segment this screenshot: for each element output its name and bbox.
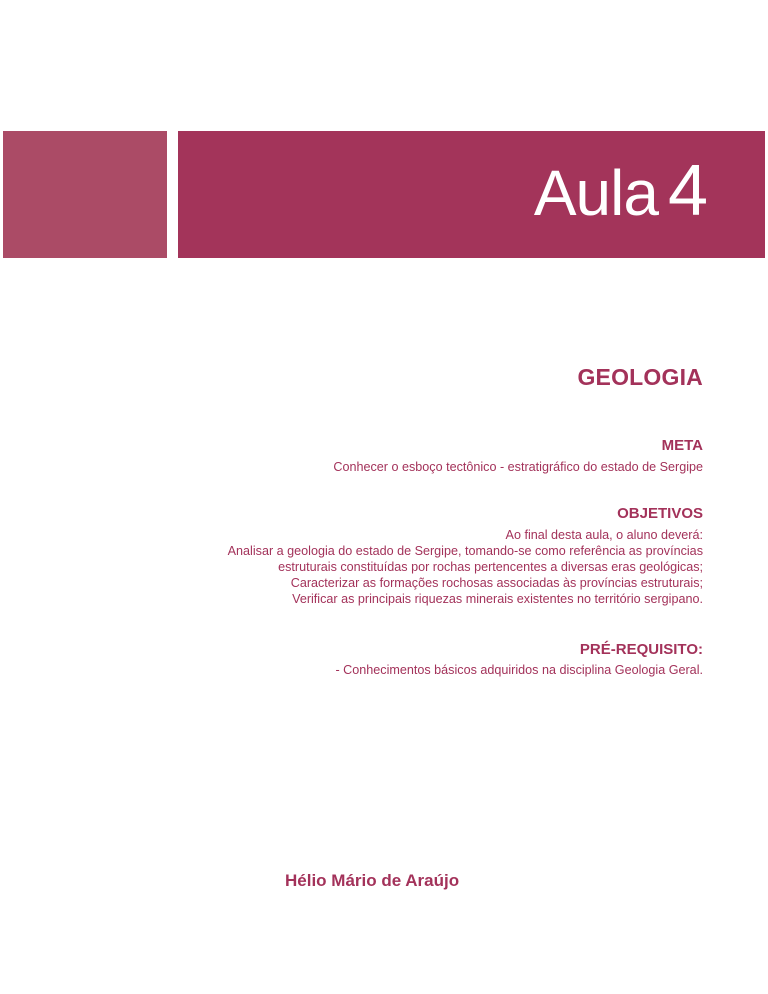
prerequisito-heading: PRÉ-REQUISITO: <box>579 641 703 658</box>
subject-title: GEOLOGIA <box>577 364 703 390</box>
objetivos-text <box>228 527 703 607</box>
lesson-title <box>533 151 707 231</box>
prerequisito-text <box>335 662 703 678</box>
lesson-number: 4 <box>667 151 707 231</box>
meta-heading: META <box>661 437 703 454</box>
objetivos-line: estruturais constituídas por rochas pertencentes a diversas eras geológicas; <box>278 560 703 574</box>
objetivos-line: Verificar as principais riquezas minerais existentes no território sergipano. <box>292 592 703 606</box>
objetivos-line: Caracterizar as formações rochosas associadas às províncias estruturais; <box>290 576 703 590</box>
lesson-word: Aula <box>533 157 658 229</box>
objetivos-heading: OBJETIVOS <box>617 505 703 522</box>
prerequisito-line: - Conhecimentos básicos adquiridos na disciplina Geologia Geral. <box>335 663 703 677</box>
lesson-banner <box>178 131 765 258</box>
decorative-block <box>3 131 167 258</box>
author-name: Hélio Mário de Araújo <box>285 871 460 890</box>
objetivos-line: Analisar a geologia do estado de Sergipe, tomando-se como referência as províncias <box>227 544 703 558</box>
meta-text <box>333 459 703 475</box>
meta-line: Conhecer o esboço tectônico - estratigráfico do estado de Sergipe <box>333 460 703 474</box>
objetivos-line: Ao final desta aula, o aluno deverá: <box>505 528 703 542</box>
